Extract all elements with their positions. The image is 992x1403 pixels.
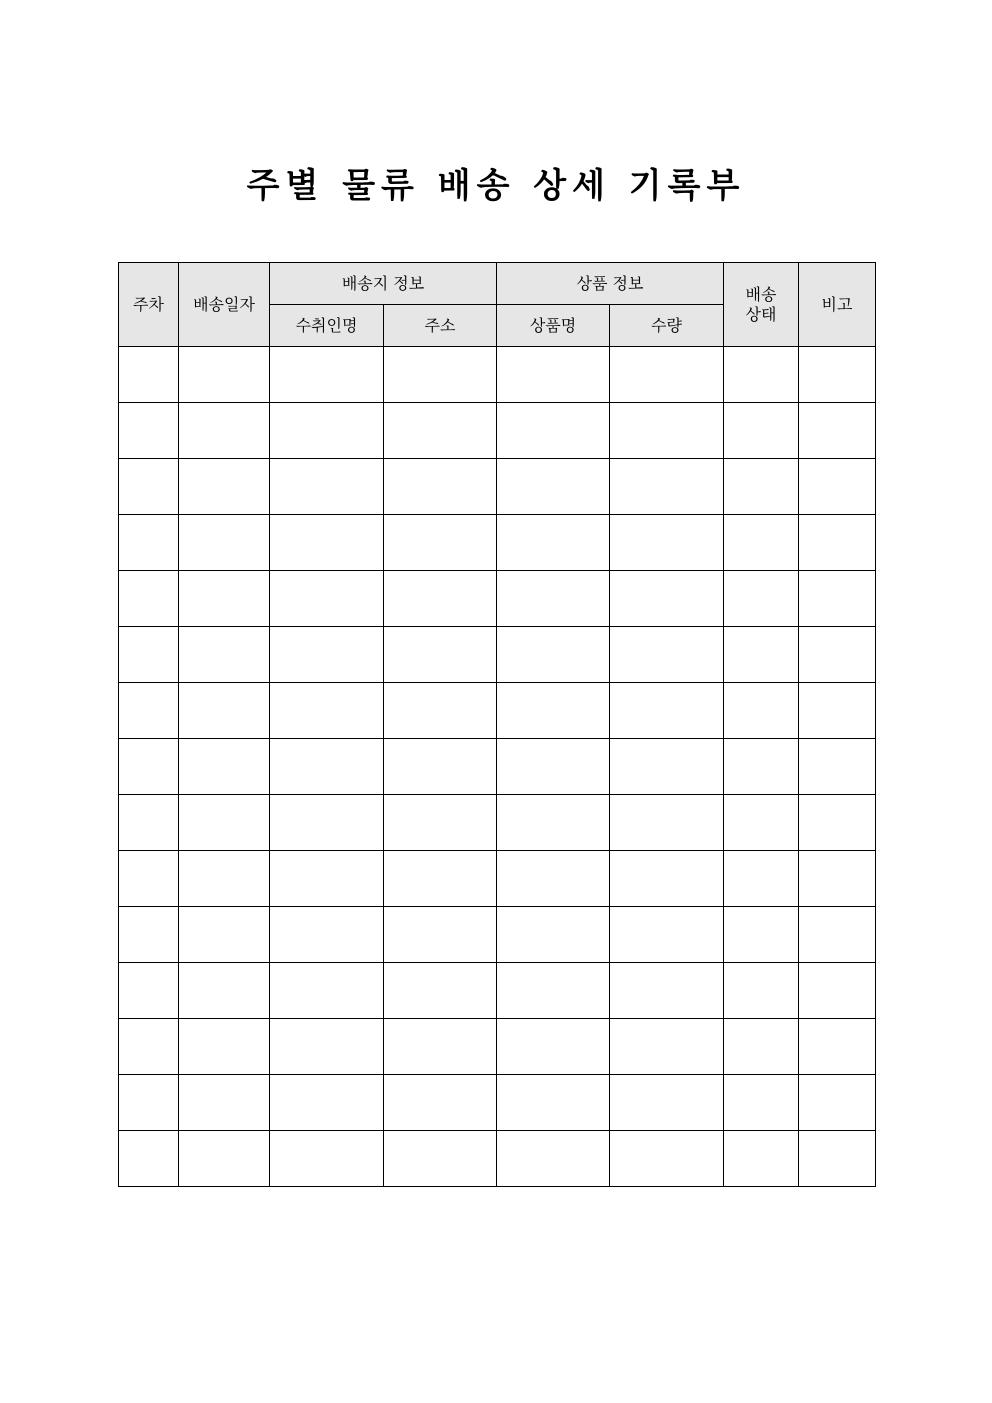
cell-product-name[interactable]: [497, 683, 610, 739]
cell-delivery-date[interactable]: [179, 739, 270, 795]
cell-week[interactable]: [119, 571, 179, 627]
cell-product-name[interactable]: [497, 515, 610, 571]
cell-quantity[interactable]: [610, 571, 724, 627]
cell-remarks[interactable]: [799, 515, 876, 571]
cell-quantity[interactable]: [610, 683, 724, 739]
header-product-group: 상품 정보: [497, 263, 724, 305]
cell-delivery-status[interactable]: [724, 1131, 799, 1187]
cell-quantity[interactable]: [610, 515, 724, 571]
cell-recipient[interactable]: [270, 1131, 384, 1187]
table-row: [119, 515, 876, 571]
cell-quantity[interactable]: [610, 963, 724, 1019]
table-row: [119, 963, 876, 1019]
table-row: [119, 739, 876, 795]
cell-week[interactable]: [119, 1075, 179, 1131]
table-row: [119, 683, 876, 739]
cell-product-name[interactable]: [497, 739, 610, 795]
cell-delivery-date[interactable]: [179, 571, 270, 627]
cell-address[interactable]: [384, 515, 497, 571]
cell-delivery-status[interactable]: [724, 347, 799, 403]
cell-product-name[interactable]: [497, 963, 610, 1019]
table-row: [119, 851, 876, 907]
table-row: [119, 1019, 876, 1075]
table-row: [119, 907, 876, 963]
cell-remarks[interactable]: [799, 851, 876, 907]
cell-delivery-status[interactable]: [724, 907, 799, 963]
cell-delivery-status[interactable]: [724, 1075, 799, 1131]
cell-delivery-date[interactable]: [179, 459, 270, 515]
header-product-name: 상품명: [497, 305, 610, 347]
cell-remarks[interactable]: [799, 1019, 876, 1075]
cell-recipient[interactable]: [270, 907, 384, 963]
cell-remarks[interactable]: [799, 627, 876, 683]
cell-delivery-date[interactable]: [179, 907, 270, 963]
cell-remarks[interactable]: [799, 347, 876, 403]
cell-address[interactable]: [384, 459, 497, 515]
cell-quantity[interactable]: [610, 1075, 724, 1131]
cell-address[interactable]: [384, 403, 497, 459]
cell-quantity[interactable]: [610, 347, 724, 403]
cell-address[interactable]: [384, 795, 497, 851]
cell-product-name[interactable]: [497, 851, 610, 907]
header-recipient: 수취인명: [270, 305, 384, 347]
cell-recipient[interactable]: [270, 1019, 384, 1075]
cell-delivery-date[interactable]: [179, 403, 270, 459]
cell-quantity[interactable]: [610, 627, 724, 683]
table-row: [119, 1075, 876, 1131]
cell-delivery-date[interactable]: [179, 683, 270, 739]
cell-address[interactable]: [384, 347, 497, 403]
cell-recipient[interactable]: [270, 515, 384, 571]
cell-delivery-date[interactable]: [179, 851, 270, 907]
cell-delivery-status[interactable]: [724, 1019, 799, 1075]
cell-product-name[interactable]: [497, 571, 610, 627]
cell-address[interactable]: [384, 963, 497, 1019]
cell-address[interactable]: [384, 683, 497, 739]
cell-week[interactable]: [119, 347, 179, 403]
cell-remarks[interactable]: [799, 1075, 876, 1131]
cell-quantity[interactable]: [610, 907, 724, 963]
header-destination-group: 배송지 정보: [270, 263, 497, 305]
cell-recipient[interactable]: [270, 683, 384, 739]
cell-delivery-date[interactable]: [179, 1019, 270, 1075]
cell-delivery-date[interactable]: [179, 627, 270, 683]
header-delivery-date: 배송일자: [179, 263, 270, 347]
cell-delivery-status[interactable]: [724, 627, 799, 683]
cell-product-name[interactable]: [497, 459, 610, 515]
cell-quantity[interactable]: [610, 1131, 724, 1187]
cell-delivery-status[interactable]: [724, 515, 799, 571]
cell-remarks[interactable]: [799, 459, 876, 515]
cell-week[interactable]: [119, 907, 179, 963]
cell-week[interactable]: [119, 683, 179, 739]
cell-delivery-status[interactable]: [724, 683, 799, 739]
cell-delivery-date[interactable]: [179, 1131, 270, 1187]
header-delivery-status: [724, 263, 799, 347]
cell-week[interactable]: [119, 403, 179, 459]
cell-delivery-status[interactable]: [724, 795, 799, 851]
cell-delivery-date[interactable]: [179, 963, 270, 1019]
cell-quantity[interactable]: [610, 851, 724, 907]
cell-address[interactable]: [384, 1131, 497, 1187]
cell-address[interactable]: [384, 739, 497, 795]
cell-recipient[interactable]: [270, 1075, 384, 1131]
cell-quantity[interactable]: [610, 739, 724, 795]
table-row: [119, 627, 876, 683]
cell-remarks[interactable]: [799, 571, 876, 627]
table-row: [119, 571, 876, 627]
cell-remarks[interactable]: [799, 739, 876, 795]
cell-week[interactable]: [119, 795, 179, 851]
cell-delivery-status[interactable]: [724, 963, 799, 1019]
cell-address[interactable]: [384, 907, 497, 963]
cell-delivery-status[interactable]: [724, 739, 799, 795]
header-delivery-status-line2: 상태: [745, 304, 777, 324]
cell-delivery-status[interactable]: [724, 403, 799, 459]
cell-quantity[interactable]: [610, 459, 724, 515]
cell-delivery-status[interactable]: [724, 571, 799, 627]
cell-address[interactable]: [384, 1019, 497, 1075]
cell-address[interactable]: [384, 1075, 497, 1131]
cell-product-name[interactable]: [497, 627, 610, 683]
header-week: 주차: [119, 263, 179, 347]
cell-product-name[interactable]: [497, 1131, 610, 1187]
table-row: [119, 403, 876, 459]
cell-remarks[interactable]: [799, 403, 876, 459]
cell-quantity[interactable]: [610, 795, 724, 851]
cell-product-name[interactable]: [497, 403, 610, 459]
cell-recipient[interactable]: [270, 739, 384, 795]
header-quantity: 수량: [610, 305, 724, 347]
cell-week[interactable]: [119, 739, 179, 795]
cell-remarks[interactable]: [799, 907, 876, 963]
cell-remarks[interactable]: [799, 795, 876, 851]
cell-remarks[interactable]: [799, 1131, 876, 1187]
cell-recipient[interactable]: [270, 963, 384, 1019]
cell-address[interactable]: [384, 571, 497, 627]
cell-delivery-date[interactable]: [179, 1075, 270, 1131]
cell-remarks[interactable]: [799, 963, 876, 1019]
cell-recipient[interactable]: [270, 795, 384, 851]
cell-delivery-status[interactable]: [724, 459, 799, 515]
cell-week[interactable]: [119, 1131, 179, 1187]
cell-product-name[interactable]: [497, 795, 610, 851]
cell-week[interactable]: [119, 627, 179, 683]
cell-product-name[interactable]: [497, 907, 610, 963]
cell-address[interactable]: [384, 627, 497, 683]
cell-recipient[interactable]: [270, 403, 384, 459]
table-row: [119, 459, 876, 515]
page-title: 주별 물류 배송 상세 기록부: [246, 166, 746, 206]
cell-product-name[interactable]: [497, 347, 610, 403]
header-delivery-status-line1: 배송: [745, 284, 777, 304]
cell-quantity[interactable]: [610, 403, 724, 459]
cell-address[interactable]: [384, 851, 497, 907]
table-row: [119, 1131, 876, 1187]
table-row: [119, 347, 876, 403]
header-remarks: 비고: [799, 263, 876, 347]
cell-week[interactable]: [119, 515, 179, 571]
cell-recipient[interactable]: [270, 627, 384, 683]
cell-week[interactable]: [119, 459, 179, 515]
cell-delivery-status[interactable]: [724, 851, 799, 907]
cell-product-name[interactable]: [497, 1019, 610, 1075]
cell-delivery-date[interactable]: [179, 795, 270, 851]
cell-recipient[interactable]: [270, 851, 384, 907]
cell-delivery-date[interactable]: [179, 347, 270, 403]
cell-remarks[interactable]: [799, 683, 876, 739]
cell-delivery-date[interactable]: [179, 515, 270, 571]
cell-week[interactable]: [119, 1019, 179, 1075]
delivery-log-table: [118, 262, 876, 1187]
table-row: [119, 795, 876, 851]
cell-product-name[interactable]: [497, 1075, 610, 1131]
cell-recipient[interactable]: [270, 347, 384, 403]
table-body: [119, 347, 876, 1187]
header-address: 주소: [384, 305, 497, 347]
cell-quantity[interactable]: [610, 1019, 724, 1075]
cell-week[interactable]: [119, 963, 179, 1019]
cell-recipient[interactable]: [270, 459, 384, 515]
cell-recipient[interactable]: [270, 571, 384, 627]
cell-week[interactable]: [119, 851, 179, 907]
